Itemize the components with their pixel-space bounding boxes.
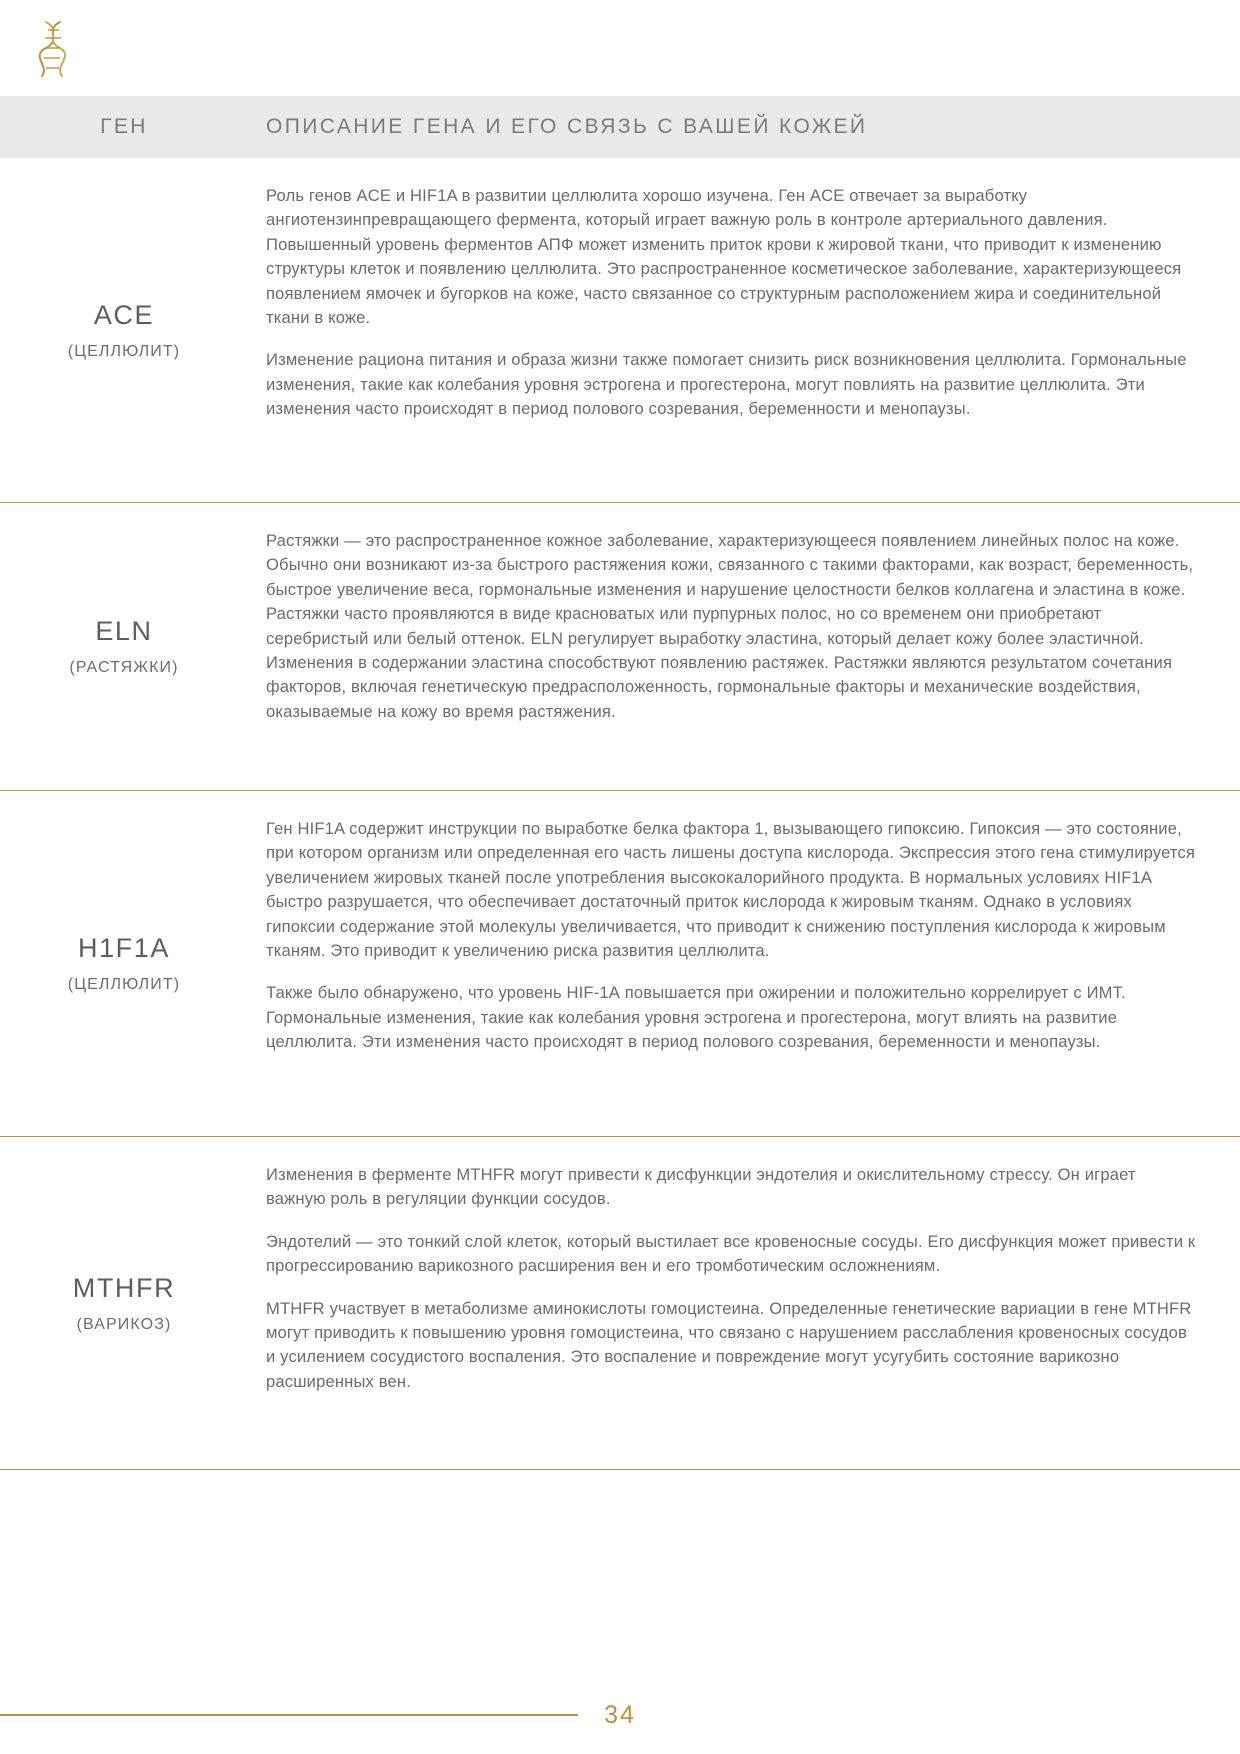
gene-cell-mthfr xyxy=(0,1137,248,1469)
gene-name: ACE xyxy=(93,299,155,330)
paragraph: Изменение рациона питания и образа жизни также помогает снизить риск возникновения целлюлита. Гормональные изменения, такие как колебания уровня эстрогена и прогестерона, могут повлиять на развитие целлюлита. Эти изменения часто происходят в период полового созревания, беременности и менопаузы. xyxy=(266,350,1187,419)
gene-name: ELN xyxy=(95,616,153,646)
footer-divider-right xyxy=(662,1714,1240,1716)
column-header-description: ОПИСАНИЕ ГЕНА И ЕГО СВЯЗЬ С ВАШЕЙ КОЖЕЙ xyxy=(266,115,868,138)
column-header-gene: ГЕН xyxy=(100,115,148,138)
description-cell-hif1a xyxy=(248,791,1240,1136)
gene-condition: (ЦЕЛЛЮЛИТ) xyxy=(67,976,181,993)
page-number: 34 xyxy=(604,1700,636,1729)
paragraph: Также было обнаружено, что уровень HIF-1А повышается при ожирении и положительно коррелирует с ИМТ. Гормональные изменения, такие как колебания уровня эстрогена и прогестерона, могут влиять на развитие целлюлита. Эти изменения часто происходят в период полового созревания, беременности и менопаузы. xyxy=(266,983,1126,1052)
gene-cell-hif1a xyxy=(0,791,248,1136)
gene-condition: (ЦЕЛЛЮЛИТ) xyxy=(67,342,181,360)
gene-condition: (РАСТЯЖКИ) xyxy=(69,659,179,676)
paragraph: Эндотелий — это тонкий слой клеток, который выстилает все кровеносные сосуды. Его дисфункция может привести к прогрессированию варикозного расширения вен и его тромботическим осложнениям. xyxy=(266,1231,1196,1276)
gene-cell-eln xyxy=(0,503,248,790)
paragraph: Растяжки — это распространенное кожное заболевание, характеризующееся появлением линейных полос на коже. Обычно они возникают из-за быстрого растяжения кожи, связанного с такими факторами, как возраст, беременность, быстрое увеличение веса, гормональные изменения и нарушение целостности белков коллагена и эластина в коже. Растяжки часто проявляются в виде красноватых или пурпурных полос, но со временем они приобретают серебристый или белый оттенок. ELN регулирует выработку эластина, который делает кожу более эластичной. Изменения в содержании эластина способствуют появлению растяжек. Растяжки являются результатом сочетания факторов, включая генетическую предрасположенность, гормональные факторы и механические воздействия, оказываемые на кожу во время растяжения. xyxy=(266,531,1194,721)
gene-name: MTHFR xyxy=(72,1272,176,1303)
description-cell-ace xyxy=(248,158,1240,502)
paragraph: MTHFR участвует в метаболизме аминокислоты гомоцистеина. Определенные генетические вариации в гене MTHFR могут приводить к повышению уровня гомоцистеина, что связано с нарушением расслабления кровеносных сосудов и усилением сосудистого воспаления. Это воспаление и повреждение могут усугубить состояние варикозно расширенных вен. xyxy=(266,1298,1192,1391)
table-row xyxy=(0,503,1240,791)
table-row xyxy=(0,158,1240,503)
paragraph: Ген HIF1A содержит инструкции по выработке белка фактора 1, вызывающего гипоксию. Гипоксия — это состояние, при котором организм или определенная его часть лишены доступа кислорода. Экспрессия этого гена стимулируется увеличением жировых тканей после употребления высококалорийного продукта. В нормальных условиях HIF1A быстро разрушается, что обеспечивает достаточный приток кислорода к жировым тканям. Однако в условиях гипоксии содержание этой молекулы увеличивается, что приводит к снижению поступления кислорода к жировым тканям. Это приводит к увеличению риска развития целлюлита. xyxy=(266,819,1196,961)
description-cell-mthfr xyxy=(248,1137,1240,1469)
gene-name: H1F1A xyxy=(77,933,171,963)
table-row xyxy=(0,791,1240,1137)
gene-condition: (ВАРИКОЗ) xyxy=(76,1315,172,1333)
gene-cell-ace xyxy=(0,158,248,502)
brand-logo xyxy=(0,0,1240,96)
paragraph: Изменения в ферменте MTHFR могут привести к дисфункции эндотелия и окислительному стрессу. Он играет важную роль в регуляции функции сосудов. xyxy=(266,1165,1136,1209)
description-cell-eln xyxy=(248,503,1240,790)
table-row xyxy=(0,1137,1240,1470)
paragraph: Роль генов ACE и HIF1A в развитии целлюлита хорошо изучена. Ген ACE отвечает за выработку ангиотензинпревращающего фермента, который играет важную роль в контроле артериального давления. Повышенный уровень ферментов АПФ может изменить приток крови к жировой ткани, что приводит к изменению структуры клеток и появлению целлюлита. Это распространенное косметическое заболевание, характеризующееся появлением ямочек и бугорков на коже, часто связанное со структурным расположением жира и соединительной ткани в коже. xyxy=(266,186,1182,328)
table-header-row xyxy=(0,96,1240,158)
footer-divider-left xyxy=(0,1714,578,1716)
dna-helix-icon xyxy=(30,18,76,78)
page-footer xyxy=(0,1676,1240,1754)
